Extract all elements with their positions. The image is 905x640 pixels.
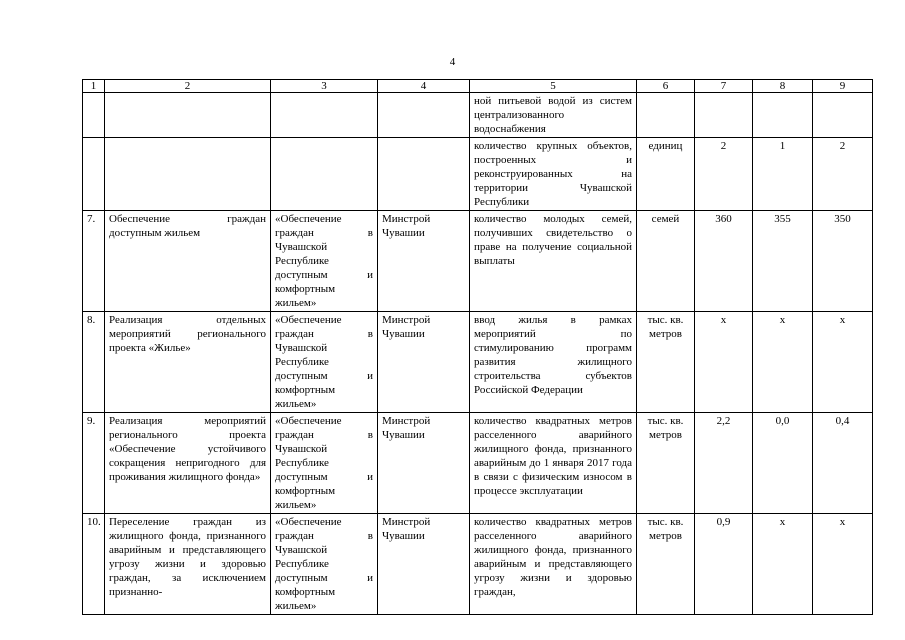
column-header: 2 [105, 80, 271, 93]
cell-unit: тыс. кв. метров [637, 312, 695, 413]
cell-executor: Минстрой Чувашии [378, 413, 470, 514]
cell-subprogram [271, 138, 378, 211]
cell-event: Обеспечение граждан доступным жильем [105, 211, 271, 312]
header-row [83, 80, 873, 93]
cell-indicator: количество квадратных метров расселенного аварийного жилищного фонда, признанного аварийным до 1 января 2017 года в связи с физическим износом в процессе эксплуатации [470, 413, 637, 514]
column-header: 6 [637, 80, 695, 93]
cell-value: 0,9 [695, 514, 753, 615]
cell-subprogram: «Обеспечение граждан в Чувашской Республике доступным и комфортным жильем» [271, 312, 378, 413]
cell-value: 360 [695, 211, 753, 312]
cell-value: 0,4 [813, 413, 873, 514]
cell-unit [637, 93, 695, 138]
table-row [83, 93, 873, 138]
column-header: 1 [83, 80, 105, 93]
cell-number: 7. [83, 211, 105, 312]
cell-subprogram: «Обеспечение граждан в Чувашской Республике доступным и комфортным жильем» [271, 413, 378, 514]
column-header: 7 [695, 80, 753, 93]
cell-number: 8. [83, 312, 105, 413]
cell-value: 2 [695, 138, 753, 211]
cell-event: Реализация отдельных мероприятий регионального проекта «Жилье» [105, 312, 271, 413]
table-row [83, 413, 873, 514]
cell-event [105, 93, 271, 138]
column-header: 8 [753, 80, 813, 93]
cell-event: Переселение граждан из жилищного фонда, признанного аварийным и представляющего угрозу жизни и здоровью граждан, за исключением признанно- [105, 514, 271, 615]
cell-number [83, 93, 105, 138]
cell-indicator: количество молодых семей, получивших свидетельство о праве на получение социальной выплаты [470, 211, 637, 312]
cell-executor: Минстрой Чувашии [378, 211, 470, 312]
page-number: 4 [449, 56, 456, 68]
cell-value: 0,0 [753, 413, 813, 514]
cell-executor: Минстрой Чувашии [378, 514, 470, 615]
table-row [83, 312, 873, 413]
cell-unit: тыс. кв. метров [637, 413, 695, 514]
cell-unit: семей [637, 211, 695, 312]
cell-value: х [813, 312, 873, 413]
cell-unit: единиц [637, 138, 695, 211]
indicators-table [82, 79, 873, 615]
cell-executor: Минстрой Чувашии [378, 312, 470, 413]
cell-indicator: количество крупных объектов, построенных и реконструированных на территории Чувашской Республики [470, 138, 637, 211]
column-header: 3 [271, 80, 378, 93]
cell-number: 10. [83, 514, 105, 615]
table-row [83, 211, 873, 312]
cell-value: 2 [813, 138, 873, 211]
cell-event: Реализация мероприятий регионального проекта «Обеспечение устойчивого сокращения непригодного для проживания жилищного фонда» [105, 413, 271, 514]
cell-number [83, 138, 105, 211]
cell-executor [378, 93, 470, 138]
cell-value: 2,2 [695, 413, 753, 514]
cell-event [105, 138, 271, 211]
cell-indicator: ной питьевой водой из систем централизованного водоснабжения [470, 93, 637, 138]
cell-number: 9. [83, 413, 105, 514]
table-row [83, 138, 873, 211]
cell-unit: тыс. кв. метров [637, 514, 695, 615]
cell-value: 350 [813, 211, 873, 312]
column-header: 4 [378, 80, 470, 93]
cell-value: х [753, 514, 813, 615]
cell-value: х [813, 514, 873, 615]
cell-indicator: количество квадратных метров расселенного аварийного жилищного фонда, признанного аварийным и представляющего угрозу жизни и здоровью граждан, [470, 514, 637, 615]
cell-value: 355 [753, 211, 813, 312]
cell-value: х [753, 312, 813, 413]
cell-value: 1 [753, 138, 813, 211]
column-header: 9 [813, 80, 873, 93]
cell-indicator: ввод жилья в рамках мероприятий по стимулированию программ развития жилищного строительства субъектов Российской Федерации [470, 312, 637, 413]
cell-value [753, 93, 813, 138]
cell-executor [378, 138, 470, 211]
cell-subprogram: «Обеспечение граждан в Чувашской Республике доступным и комфортным жильем» [271, 211, 378, 312]
cell-subprogram: «Обеспечение граждан в Чувашской Республике доступным и комфортным жильем» [271, 514, 378, 615]
cell-value [695, 93, 753, 138]
table-row [83, 514, 873, 615]
cell-value: х [695, 312, 753, 413]
cell-subprogram [271, 93, 378, 138]
column-header: 5 [470, 80, 637, 93]
cell-value [813, 93, 873, 138]
